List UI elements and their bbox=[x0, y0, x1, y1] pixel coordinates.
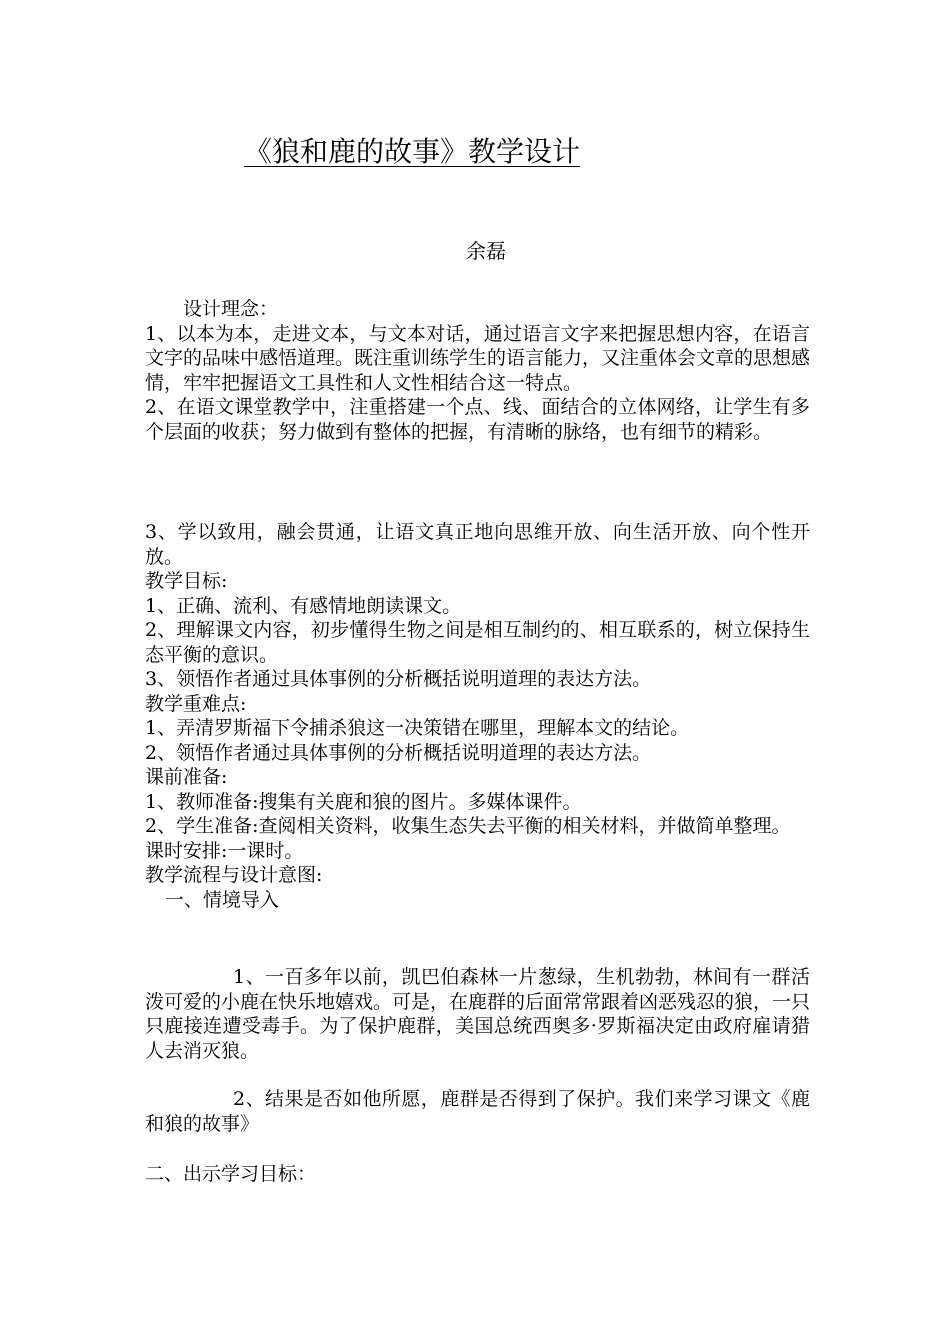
schedule-text: 课时安排:一课时。 bbox=[145, 839, 304, 862]
goals-heading: 教学目标: bbox=[145, 570, 228, 592]
concept-heading: 设计理念： bbox=[183, 298, 279, 320]
preparation-heading: 课前准备: bbox=[145, 766, 228, 788]
key-points-heading: 教学重难点: bbox=[145, 692, 247, 715]
preparation-item-2: 2、学生准备:查阅相关资料，收集生态失去平衡的相关材料，并做简单整理。 bbox=[145, 815, 791, 837]
preparation-item-1: 1、教师准备:搜集有关鹿和狼的图片。多媒体课件。 bbox=[145, 790, 582, 813]
goal-item-2: 2、理解课文内容，初步懂得生物之间是相互制约的、相互联系的，树立保持生态平衡的意识。 bbox=[145, 619, 810, 666]
step-2-block bbox=[145, 1087, 810, 1136]
step-1-block bbox=[145, 965, 810, 1063]
author-name: 余磊 bbox=[466, 239, 506, 263]
key-point-1: 1、弄清罗斯福下令捕杀狼这一决策错在哪里，理解本文的结论。 bbox=[145, 717, 690, 739]
concept-item-1: 1、以本为本，走进文本，与文本对话，通过语言文字来把握思想内容，在语言文字的品味中感悟道理。既注重训练学生的语言能力，又注重体会文章的思想感情，牢牢把握语文工具性和人文性相结合这一特点。 bbox=[145, 322, 811, 394]
goal-item-3: 3、领悟作者通过具体事例的分析概括说明道理的表达方法。 bbox=[145, 668, 652, 690]
section-2-block bbox=[145, 1162, 810, 1187]
concept-item-3: 3、学以致用，融会贯通，让语文真正地向思维开放、向生活开放、向个性开放。 bbox=[145, 521, 810, 568]
step-1-text: 1、一百多年以前，凯巴伯森林一片葱绿，生机勃勃，林间有一群活泼可爱的小鹿在快乐地嬉戏。可是，在鹿群的后面常常跟着凶恶残忍的狼，一只只鹿接连遭受毒手。为了保护鹿群，美国总统西奥多·罗斯福决定由政府雇请猎人去消灭狼。 bbox=[145, 966, 811, 1062]
section-2-heading: 二、出示学习目标： bbox=[145, 1163, 317, 1185]
section-1-heading: 一、情境导入 bbox=[165, 888, 280, 911]
step-2-text: 2、结果是否如他所愿，鹿群是否得到了保护。我们来学习课文《鹿和狼的故事》 bbox=[145, 1088, 810, 1135]
goals-block bbox=[145, 520, 810, 912]
concept-item-2: 2、在语文课堂教学中，注重搭建一个点、线、面结合的立体网络，让学生有多个层面的收获；努力做到有整体的把握，有清晰的脉络，也有细节的精彩。 bbox=[145, 396, 810, 443]
document-title: 《狼和鹿的故事》教学设计 bbox=[244, 135, 581, 168]
flow-heading: 教学流程与设计意图: bbox=[145, 864, 323, 886]
key-point-2: 2、领悟作者通过具体事例的分析概括说明道理的表达方法。 bbox=[145, 741, 652, 764]
design-concept-block bbox=[145, 297, 810, 444]
goal-item-1: 1、正确、流利、有感情地朗读课文。 bbox=[145, 594, 462, 617]
